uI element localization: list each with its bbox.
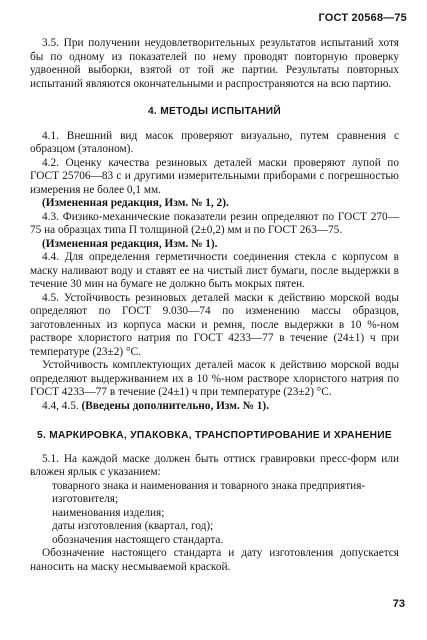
section-4-heading: 4. МЕТОДЫ ИСПЫТАНИЙ (147, 106, 282, 117)
list-item-trademark: товарного знака и наименования и товарного знака предприятия-изготовителя; (52, 479, 366, 505)
list-item-product-name: наименования изделия; (52, 506, 165, 519)
paragraph-4-3: 4.3. Физико-механические показатели резин определяют по ГОСТ 270—75 на образцах типа П толщиной (2±0,2) мм и по ГОСТ 263—75. (30, 210, 399, 236)
amendment-note-3-prefix: 4.4, 4.5. (42, 399, 79, 412)
amendment-note-3-text: (Введены дополнительно, Изм. № 1). (81, 399, 270, 412)
paragraph-4-2: 4.2. Оценку качества резиновых деталей маски проверяют лупой по ГОСТ 25706—83 с и другими измерительными приборами с погрешностью измерения не более 0,1 мм. (30, 156, 399, 196)
standard-header: ГОСТ 20568—75 (318, 12, 407, 24)
list-item-standard-designation: обозначения настоящего стандарта. (52, 533, 224, 546)
paragraph-4-5-continued: Устойчивость комплектующих деталей масок к действию морской воды определяют выдерживанием их в 10 %-ном растворе хлористого натрия по ГОСТ 4233—77 в течение (24±1) ч при температуре (23±2) °С. (30, 359, 399, 398)
amendment-note-2: (Измененная редакция, Изм. № 1). (42, 237, 218, 250)
section-5-heading: 5. МАРКИРОВКА, УПАКОВКА, ТРАНСПОРТИРОВАНИЕ И ХРАНЕНИЕ (37, 430, 392, 441)
paragraph-3-5: 3.5. При получении неудовлетворительных результатов испытаний хотя бы по одному из показателей по нему проводят повторную проверку удвоенной выборки, взятой от той же партии. Результаты повторных испытаний являются окончательными и распространяются на всю партию. (30, 37, 399, 90)
paragraph-5-1: 5.1. На каждой маске должен быть оттиск гравировки пресс-форм или вложен ярлык с указанием: (30, 452, 399, 478)
paragraph-4-1: 4.1. Внешний вид масок проверяют визуально, путем сравнения с образцом (эталоном). (30, 129, 399, 155)
paragraph-4-4: 4.4. Для определения герметичности соединения стекла с корпусом в маску наливают воду и ставят ее на чистый лист бумаги, после выдержки в течение 30 мин на бумаге не должно быть мокрых пятен. (30, 251, 399, 290)
document-body (30, 37, 399, 574)
amendment-note-1: (Измененная редакция, Изм. № 1, 2). (42, 197, 229, 209)
paragraph-5-1-continued: Обозначение настоящего стандарта и дату изготовления допускается наносить на маску несмываемой краской. (30, 547, 399, 573)
page-number: 73 (392, 598, 405, 610)
amendment-note-3 (30, 400, 399, 414)
paragraph-4-5: 4.5. Устойчивость резиновых деталей маски к действию морской воды определяют по ГОСТ 9.030—74 по изменению массы образцов, заготовленных из корпуса маски и ремня, после выдержки в 10 %-ном растворе хлористого натрия по ГОСТ 4233—77 в течение (24±1) ч при температуре (23±2) °С. (30, 291, 399, 358)
list-item-manufacture-date: даты изготовления (квартал, год); (52, 520, 214, 532)
